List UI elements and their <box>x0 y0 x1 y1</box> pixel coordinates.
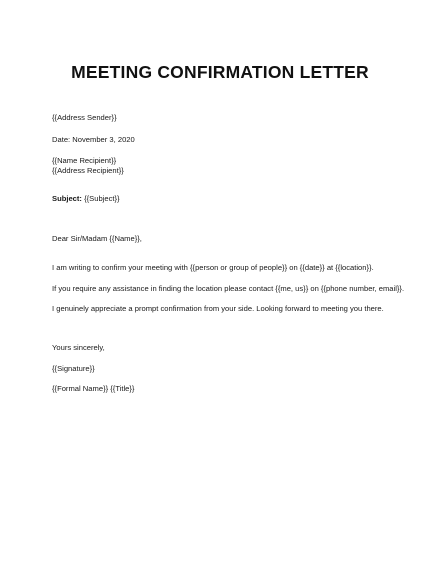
name-recipient: {{Name Recipient}} <box>52 156 117 165</box>
paragraph-2: If you require any assistance in finding the location please contact {{me, us}} on {{phone number, email}}. <box>52 284 405 293</box>
letter-date: Date: November 3, 2020 <box>52 135 135 144</box>
subject-label: Subject: <box>52 194 82 203</box>
address-recipient: {{Address Recipient}} <box>52 166 124 175</box>
signature: {{Signature}} <box>52 364 95 373</box>
formal-name: {{Formal Name}} {{Title}} <box>52 384 135 393</box>
closing: Yours sincerely, <box>52 343 105 352</box>
salutation: Dear Sir/Madam {{Name}}, <box>52 234 142 243</box>
subject-value: {{Subject}} <box>81 194 120 203</box>
paragraph-1: I am writing to confirm your meeting with {{person or group of people}} on {{date}} at {{location}}. <box>52 263 374 272</box>
address-sender: {{Address Sender}} <box>52 113 117 122</box>
letter-title: MEETING CONFIRMATION LETTER <box>71 62 369 82</box>
paragraph-3: I genuinely appreciate a prompt confirmation from your side. Looking forward to meeting you there. <box>52 304 384 313</box>
subject-line <box>52 194 120 204</box>
